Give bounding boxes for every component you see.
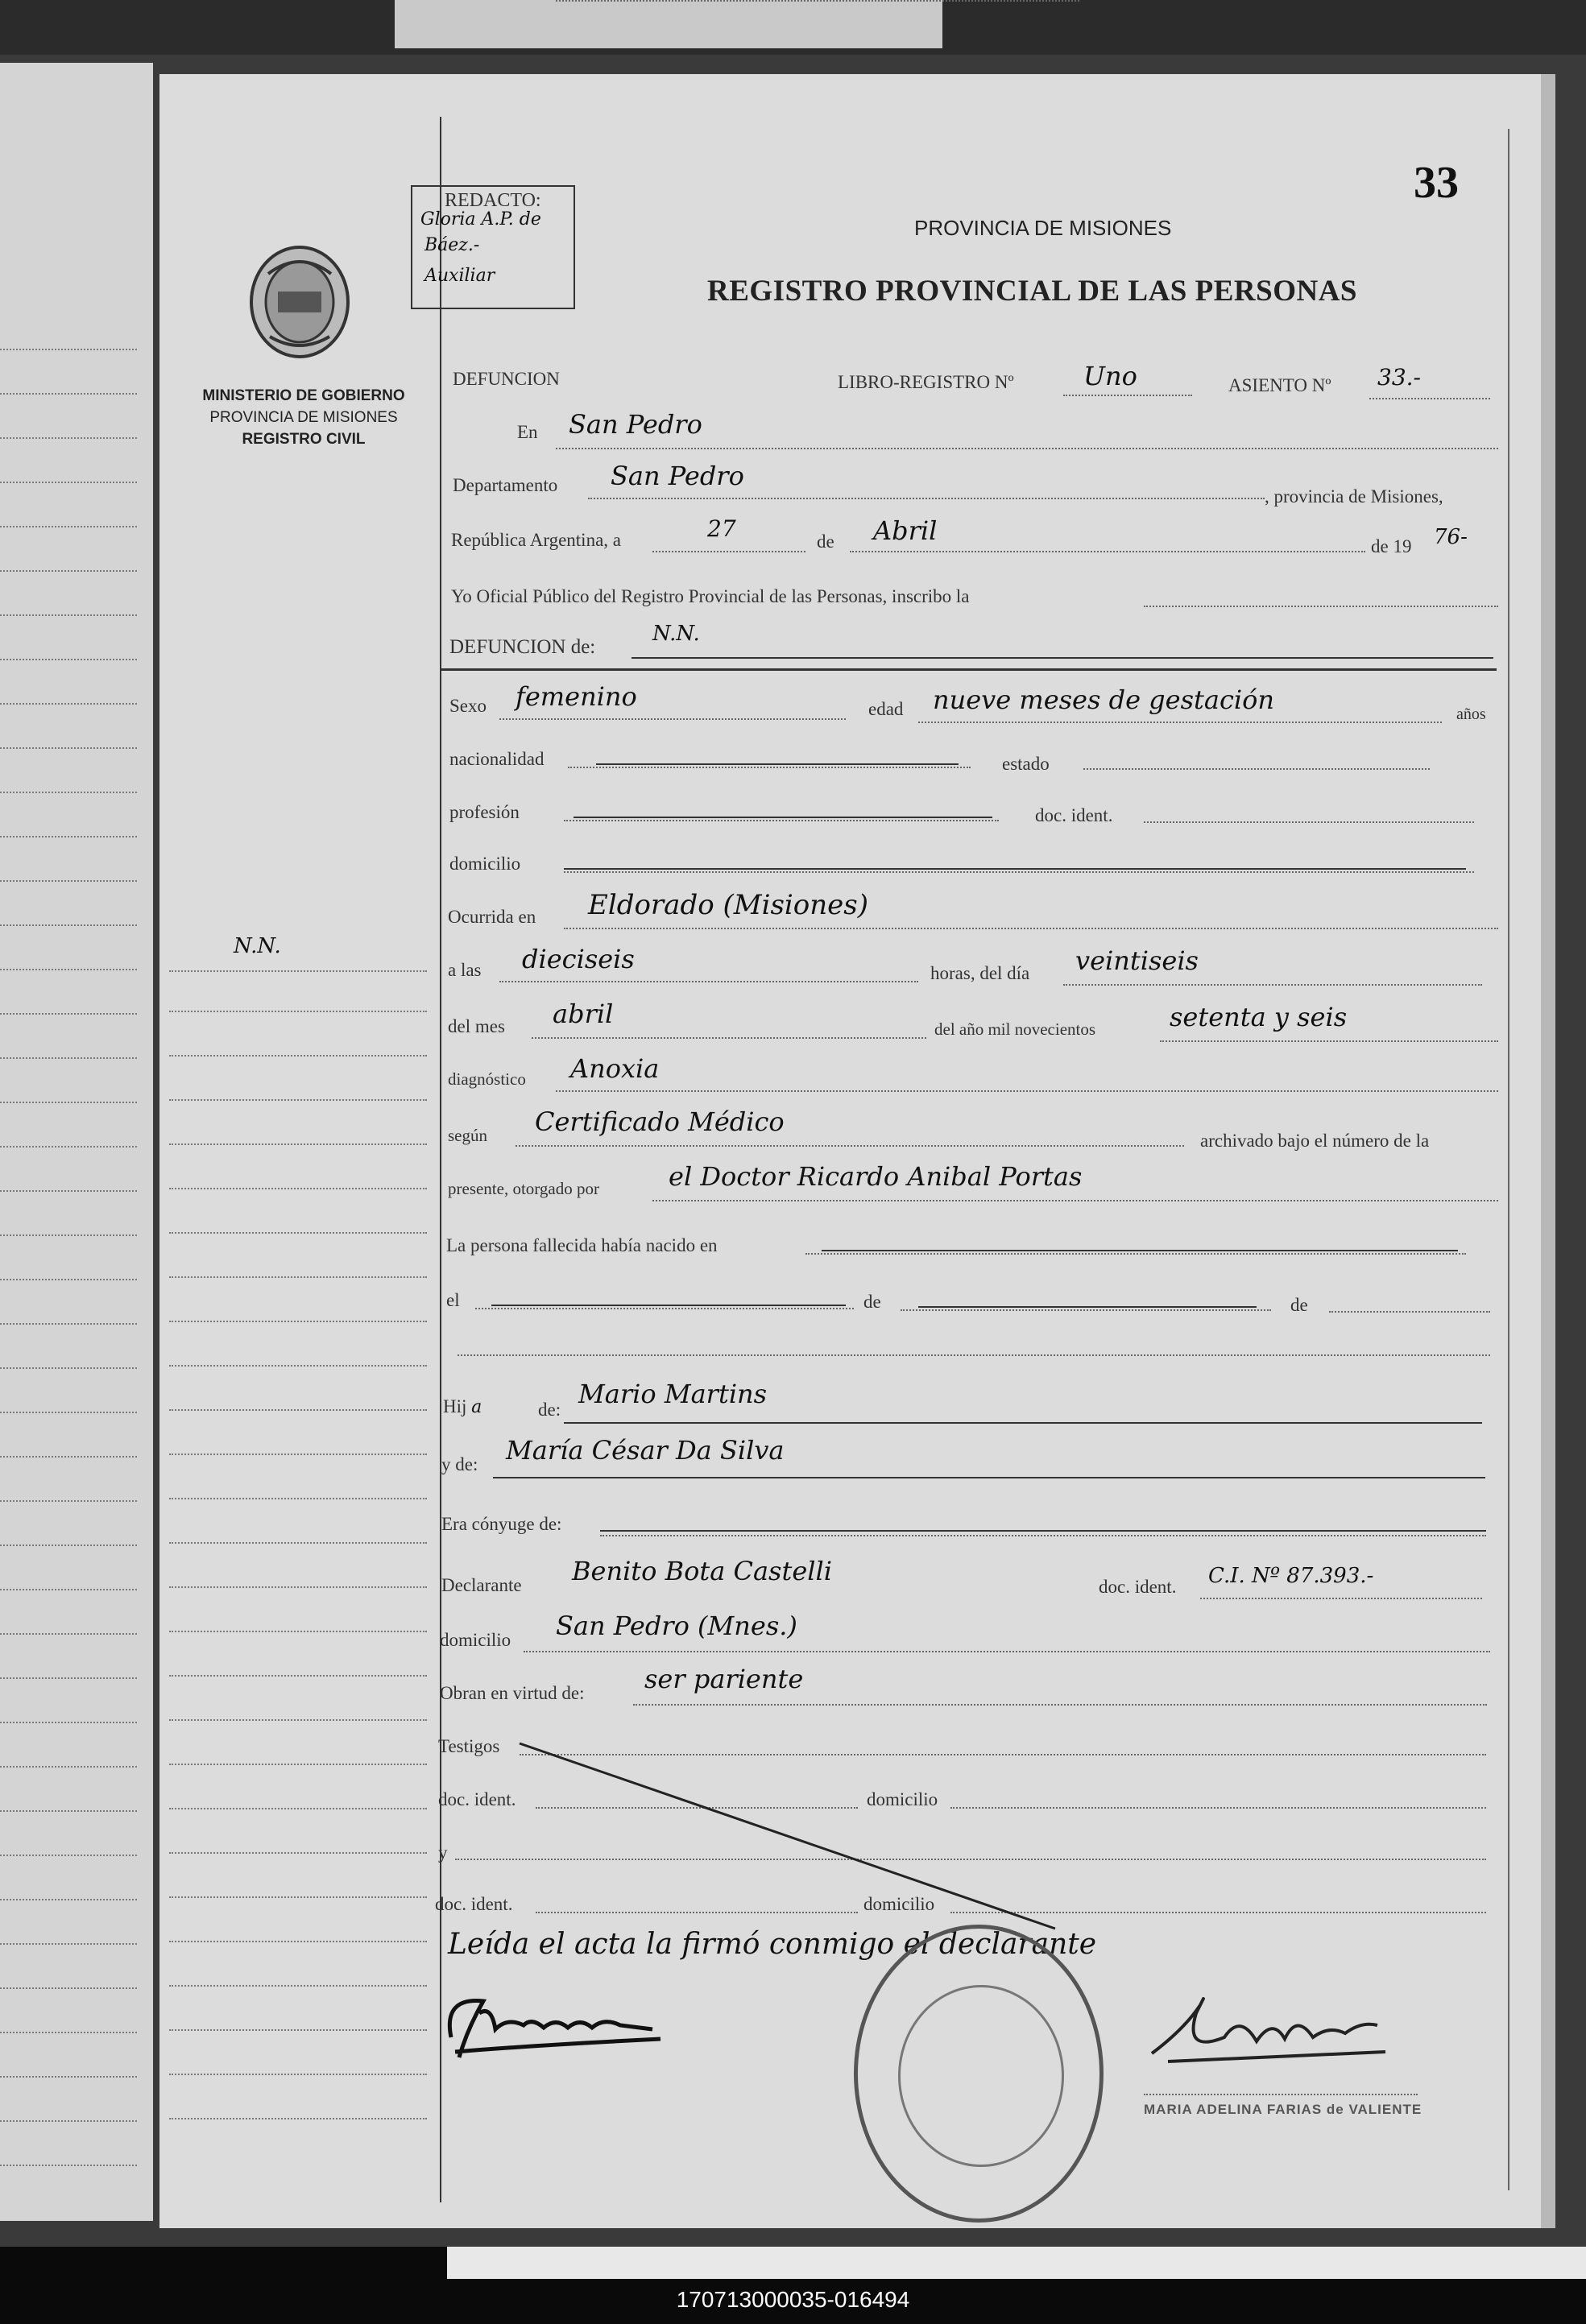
ruled-line bbox=[0, 1722, 137, 1724]
yo-oficial-text: Yo Oficial Público del Registro Provincial de las Personas, inscribo la bbox=[451, 586, 970, 606]
ruled-line bbox=[0, 570, 137, 573]
ruled-line bbox=[0, 526, 137, 528]
ruled-line bbox=[0, 747, 137, 750]
edad-label: edad bbox=[868, 699, 904, 719]
left-page bbox=[0, 63, 153, 2221]
margin-line bbox=[169, 1719, 427, 1721]
ruled-line bbox=[0, 1456, 137, 1458]
solid-dash bbox=[491, 1305, 846, 1306]
ruled-line bbox=[0, 1987, 137, 1990]
defuncion-de-label: DEFUNCION de: bbox=[449, 636, 596, 658]
dotted-line bbox=[568, 767, 971, 768]
ministry-line-3: REGISTRO CIVIL bbox=[242, 431, 366, 448]
ruled-line bbox=[0, 969, 137, 971]
solid-line bbox=[564, 1422, 1482, 1424]
ruled-line bbox=[0, 1412, 137, 1414]
dotted-line bbox=[532, 1037, 926, 1039]
ruled-line bbox=[0, 1810, 137, 1813]
dotted-line bbox=[1063, 984, 1482, 986]
dotted-line bbox=[918, 722, 1442, 723]
solid-dash bbox=[596, 763, 959, 765]
ruled-line bbox=[0, 1234, 137, 1237]
alas-label: a las bbox=[448, 960, 482, 980]
dotted-line bbox=[600, 1535, 1486, 1536]
delano-value: setenta y seis bbox=[1170, 1002, 1348, 1032]
testigo2-domicilio-label: domicilio bbox=[863, 1894, 935, 1914]
solid-line bbox=[632, 657, 1493, 659]
ruled-line bbox=[0, 2076, 137, 2078]
declarante-label: Declarante bbox=[441, 1575, 522, 1595]
paper-scrap bbox=[395, 0, 942, 48]
declarante-value: Benito Bota Castelli bbox=[572, 1556, 832, 1586]
dotted-line bbox=[556, 1090, 1498, 1092]
dotted-line bbox=[499, 718, 846, 720]
declarant-signature bbox=[435, 1981, 669, 2070]
dotted-line bbox=[652, 551, 805, 552]
margin-line bbox=[169, 970, 427, 972]
ruled-line bbox=[0, 703, 137, 705]
year-value: 76- bbox=[1434, 525, 1468, 549]
ruled-line bbox=[0, 2032, 137, 2034]
ruled-line bbox=[0, 1633, 137, 1635]
margin-line bbox=[169, 1055, 427, 1057]
ruled-line bbox=[0, 393, 137, 395]
dotted-line bbox=[516, 1145, 1184, 1147]
month-value: Abril bbox=[873, 515, 938, 546]
dotted-line bbox=[564, 928, 1498, 929]
margin-line bbox=[169, 1276, 427, 1278]
obran-label: Obran en virtud de: bbox=[440, 1683, 585, 1703]
departamento-label: Departamento bbox=[453, 475, 558, 495]
hij-suffix: a bbox=[471, 1397, 482, 1417]
ruled-line bbox=[0, 1766, 137, 1768]
margin-line bbox=[169, 1896, 427, 1898]
decl-domicilio-label: domicilio bbox=[440, 1630, 511, 1650]
archivado-label: archivado bajo el número de la bbox=[1200, 1131, 1430, 1151]
hij-label-text: Hij bbox=[443, 1396, 467, 1416]
ruled-line bbox=[0, 792, 137, 794]
leida-text: Leída el acta la firmó conmigo el declarante bbox=[448, 1928, 1097, 1961]
margin-line bbox=[169, 1985, 427, 1987]
redacto-line-1: Gloria A.P. de bbox=[420, 209, 541, 230]
ruled-line bbox=[0, 659, 137, 661]
page-title: REGISTRO PROVINCIAL DE LAS PERSONAS bbox=[707, 275, 1358, 308]
ruled-line bbox=[0, 1190, 137, 1193]
asiento-label: ASIENTO Nº bbox=[1228, 375, 1331, 395]
margin-line bbox=[169, 1409, 427, 1411]
void-strike-line bbox=[516, 1739, 1063, 1933]
yde-value: María César Da Silva bbox=[506, 1435, 785, 1466]
libro-value: Uno bbox=[1083, 361, 1137, 391]
nacido-label: La persona fallecida había nacido en bbox=[446, 1235, 718, 1255]
en-value: San Pedro bbox=[569, 409, 702, 440]
page-bottom-edge bbox=[447, 2247, 1586, 2279]
delmes-label: del mes bbox=[448, 1016, 505, 1036]
solid-dash bbox=[918, 1306, 1257, 1308]
margin-line bbox=[169, 1365, 427, 1367]
dotted-line bbox=[1144, 606, 1498, 607]
dotted-line bbox=[1329, 1311, 1490, 1313]
margin-line bbox=[169, 1941, 427, 1942]
margin-line bbox=[169, 1011, 427, 1012]
folio-number: 33 bbox=[1414, 158, 1459, 208]
ruled-line bbox=[0, 1279, 137, 1281]
margin-note: N.N. bbox=[234, 934, 281, 958]
ruled-line bbox=[0, 614, 137, 617]
dotted-line bbox=[1160, 1040, 1498, 1042]
solid-line bbox=[493, 1477, 1485, 1478]
testigo1-domicilio-label: domicilio bbox=[867, 1789, 938, 1809]
profesion-label: profesión bbox=[449, 802, 520, 822]
conyuge-label: Era cónyuge de: bbox=[441, 1514, 562, 1534]
dotted-line bbox=[499, 981, 918, 982]
y-label: y bbox=[438, 1842, 448, 1863]
dotted-line bbox=[1083, 768, 1430, 770]
estado-label: estado bbox=[1002, 754, 1050, 774]
ruled-line bbox=[0, 1899, 137, 1901]
ministry-line-1: MINISTERIO DE GOBIERNO bbox=[202, 387, 405, 404]
margin-line bbox=[169, 1631, 427, 1632]
margin-line bbox=[169, 1454, 427, 1455]
republica-label: República Argentina, a bbox=[451, 530, 621, 550]
ocurrida-value: Eldorado (Misiones) bbox=[588, 889, 868, 921]
presente-label: presente, otorgado por bbox=[448, 1179, 599, 1198]
diagnostico-label: diagnóstico bbox=[448, 1069, 526, 1089]
margin-line bbox=[169, 2029, 427, 2031]
margin-line bbox=[169, 1143, 427, 1145]
ruled-line bbox=[0, 349, 137, 351]
doc-ident-label: doc. ident. bbox=[1035, 805, 1113, 825]
ministry-heading bbox=[187, 385, 420, 450]
photo-background-top bbox=[0, 0, 1586, 60]
dotted-line bbox=[588, 498, 1265, 499]
dotted-line bbox=[633, 1704, 1487, 1706]
defuncion-de-value: N.N. bbox=[652, 622, 700, 646]
de2-label: de bbox=[863, 1292, 881, 1312]
dotted-line bbox=[458, 1354, 1490, 1356]
testigo2-doc-label: doc. ident. bbox=[435, 1894, 513, 1914]
ruled-line bbox=[0, 924, 137, 927]
redacto-line-3: Auxiliar bbox=[424, 266, 495, 286]
ruled-line bbox=[0, 437, 137, 440]
dotted-line bbox=[556, 0, 1079, 2]
defuncion-label: DEFUNCION bbox=[453, 369, 560, 389]
ruled-line bbox=[0, 1943, 137, 1946]
solid-dash bbox=[822, 1250, 1458, 1251]
margin-line bbox=[169, 1764, 427, 1765]
en-label: En bbox=[517, 422, 538, 442]
ruled-line bbox=[0, 482, 137, 484]
decl-domicilio-value: San Pedro (Mnes.) bbox=[556, 1611, 797, 1641]
margin-line bbox=[169, 1542, 427, 1544]
delmes-value: abril bbox=[553, 999, 614, 1029]
margin-line bbox=[169, 1321, 427, 1322]
testigo1-doc-label: doc. ident. bbox=[438, 1789, 516, 1809]
edad-value: nueve meses de gestación bbox=[933, 684, 1274, 715]
dotted-line bbox=[1144, 821, 1474, 823]
libro-label: LIBRO-REGISTRO Nº bbox=[838, 372, 1014, 392]
segun-label: según bbox=[448, 1126, 487, 1145]
anos-label: años bbox=[1456, 705, 1486, 723]
section-divider bbox=[441, 668, 1497, 671]
nacionalidad-label: nacionalidad bbox=[449, 749, 545, 769]
diagnostico-value: Anoxia bbox=[570, 1053, 660, 1084]
solid-dash bbox=[564, 868, 1466, 870]
yde-label: y de: bbox=[441, 1454, 478, 1474]
signature-line bbox=[1144, 2094, 1418, 2095]
dotted-line bbox=[1369, 398, 1490, 399]
right-border-rule bbox=[1508, 129, 1509, 2190]
de3-label: de bbox=[1290, 1295, 1308, 1315]
redacto-line-2: Báez.- bbox=[424, 235, 480, 255]
ruled-line bbox=[0, 1855, 137, 1857]
coat-of-arms-icon bbox=[246, 242, 354, 362]
ruled-line bbox=[0, 1677, 137, 1680]
ruled-line bbox=[0, 836, 137, 838]
alas-value: dieciseis bbox=[522, 944, 635, 974]
margin-line bbox=[169, 1852, 427, 1854]
ruled-line bbox=[0, 2120, 137, 2123]
ruled-line bbox=[0, 1146, 137, 1148]
margin-line bbox=[169, 2074, 427, 2075]
official-seal bbox=[854, 1925, 1104, 2223]
domicilio-label: domicilio bbox=[449, 854, 521, 874]
seal-inner-ring bbox=[898, 1985, 1064, 2167]
margin-line bbox=[169, 1808, 427, 1809]
ruled-line bbox=[0, 1367, 137, 1370]
ruled-line bbox=[0, 1013, 137, 1015]
margin-rule bbox=[440, 117, 441, 2202]
registrar-signature bbox=[1136, 1981, 1402, 2086]
margin-line bbox=[169, 1586, 427, 1588]
sexo-label: Sexo bbox=[449, 696, 487, 716]
dotted-line bbox=[564, 820, 999, 821]
ocurrida-label: Ocurrida en bbox=[448, 907, 536, 927]
margin-line bbox=[169, 1232, 427, 1234]
ruled-line bbox=[0, 1057, 137, 1060]
horas-value: veintiseis bbox=[1075, 945, 1199, 976]
redacto-box bbox=[411, 185, 575, 309]
ruled-line bbox=[0, 1589, 137, 1591]
ruled-line bbox=[0, 1102, 137, 1104]
dotted-line bbox=[475, 1308, 854, 1309]
solid-line bbox=[600, 1530, 1486, 1532]
ministry-line-2: PROVINCIA DE MISIONES bbox=[209, 409, 398, 426]
horas-label: horas, del día bbox=[930, 963, 1030, 983]
decl-doc-label: doc. ident. bbox=[1099, 1577, 1177, 1597]
departamento-value: San Pedro bbox=[611, 461, 744, 491]
margin-line bbox=[169, 1188, 427, 1189]
province-heading: PROVINCIA DE MISIONES bbox=[914, 216, 1172, 240]
dotted-line bbox=[850, 551, 1365, 552]
redacto-label: REDACTO: bbox=[445, 190, 541, 211]
barcode-text: 170713000035-016494 bbox=[676, 2287, 910, 2312]
dotted-line bbox=[1063, 395, 1192, 396]
ruled-line bbox=[0, 880, 137, 883]
hij-label bbox=[443, 1396, 482, 1417]
testigos-label: Testigos bbox=[438, 1736, 500, 1756]
registrar-name: MARIA ADELINA FARIAS de VALIENTE bbox=[1144, 2102, 1422, 2117]
dotted-line bbox=[1200, 1598, 1482, 1599]
asiento-value: 33.- bbox=[1377, 364, 1421, 391]
solid-dash bbox=[574, 817, 992, 818]
dotted-line bbox=[901, 1309, 1271, 1311]
dotted-line bbox=[652, 1200, 1498, 1201]
delano-label: del año mil novecientos bbox=[934, 1019, 1096, 1039]
de-label: de bbox=[817, 531, 834, 552]
ruled-line bbox=[0, 2165, 137, 2167]
year-label: de 19 bbox=[1371, 536, 1412, 556]
margin-line bbox=[169, 1675, 427, 1677]
margin-line bbox=[169, 1498, 427, 1499]
ruled-line bbox=[0, 1323, 137, 1325]
segun-value: Certificado Médico bbox=[535, 1106, 785, 1137]
dotted-line bbox=[805, 1253, 1466, 1255]
hij-value: Mario Martins bbox=[578, 1379, 768, 1409]
day-value: 27 bbox=[707, 515, 736, 542]
hij-de-label: de: bbox=[538, 1400, 561, 1420]
presente-value: el Doctor Ricardo Anibal Portas bbox=[669, 1161, 1083, 1192]
ruled-line bbox=[0, 1500, 137, 1503]
sexo-value: femenino bbox=[516, 681, 637, 712]
decl-doc-value: C.I. Nº 87.393.- bbox=[1208, 1564, 1374, 1588]
dotted-line bbox=[524, 1651, 1490, 1652]
margin-line bbox=[169, 2118, 427, 2119]
el-label: el bbox=[446, 1290, 460, 1310]
margin-line bbox=[169, 1099, 427, 1101]
dotted-line bbox=[556, 448, 1498, 449]
provincia-label: , provincia de Misiones, bbox=[1265, 486, 1443, 507]
obran-value: ser pariente bbox=[644, 1664, 804, 1694]
dotted-line bbox=[564, 871, 1474, 873]
ruled-line bbox=[0, 1545, 137, 1547]
